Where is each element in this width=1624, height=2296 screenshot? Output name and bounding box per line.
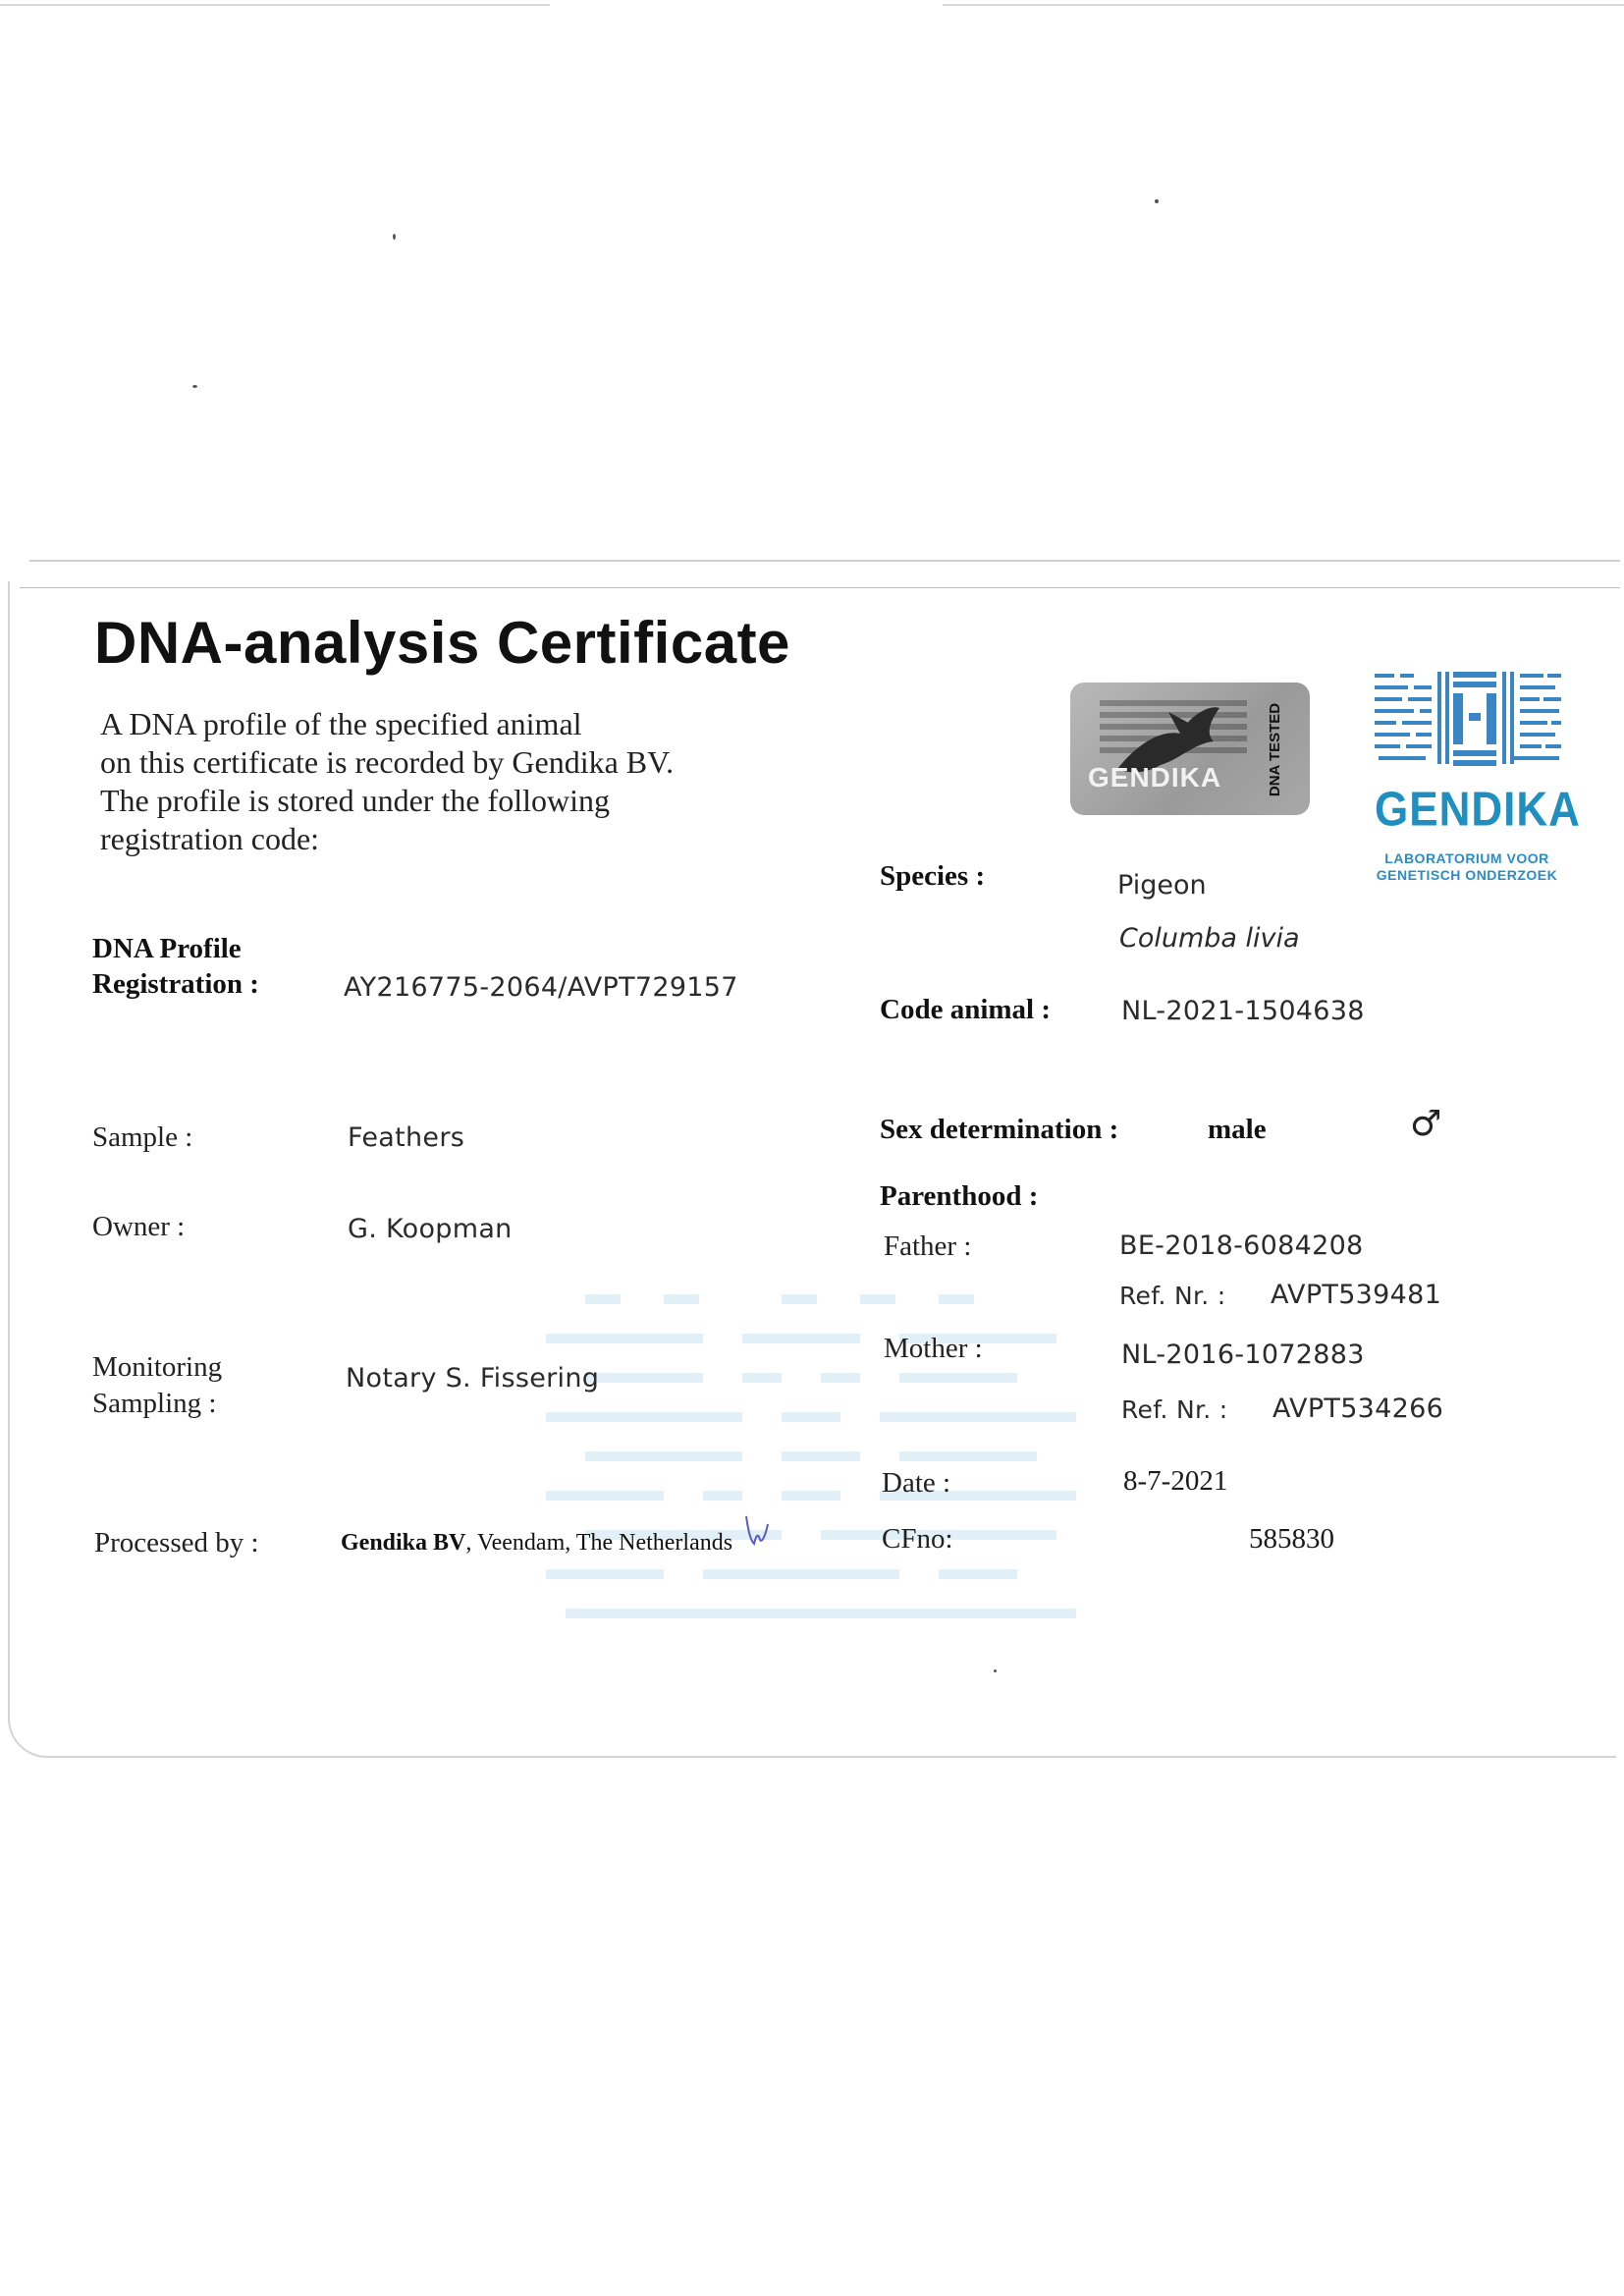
mother-ref-value: AVPT534266 [1272, 1394, 1444, 1424]
registration-label-line: Registration : [92, 968, 259, 1000]
processed-by-value [341, 1530, 732, 1557]
mother-ref-label: Ref. Nr. : [1121, 1395, 1228, 1424]
code-animal-value: NL-2021-1504638 [1121, 996, 1365, 1026]
cfno-label: CFno: [882, 1523, 953, 1555]
gendika-logo-icon [1375, 670, 1561, 778]
owner-label: Owner : [92, 1211, 186, 1242]
gendika-wordmark: GENDIKA [1375, 783, 1581, 837]
intro-line: registration code: [100, 821, 320, 856]
registration-label [92, 931, 259, 1002]
processed-by-location: , Veendam, The Netherlands [465, 1530, 733, 1556]
parenthood-label: Parenthood : [880, 1180, 1039, 1212]
sample-value: Feathers [348, 1122, 465, 1153]
species-latin: Columba livia [1119, 923, 1300, 954]
sex-label: Sex determination : [880, 1114, 1119, 1145]
certificate-title: DNA-analysis Certificate [94, 610, 790, 676]
monitoring-label-line: Sampling : [92, 1388, 217, 1419]
card-top-line [29, 560, 1620, 562]
scan-speck [994, 1669, 997, 1672]
processed-by-label: Processed by : [94, 1527, 259, 1558]
intro-text [100, 705, 807, 858]
registration-value: AY216775-2064/AVPT729157 [344, 972, 738, 1003]
monitoring-value: Notary S. Fissering [346, 1363, 600, 1394]
intro-line: A DNA profile of the specified animal [100, 706, 582, 741]
scan-top-line-right [943, 4, 1624, 6]
watermark-logo [546, 1294, 1096, 1628]
processed-by-company: Gendika BV [341, 1530, 466, 1556]
dna-tested-sticker [1070, 683, 1310, 815]
scan-speck [192, 385, 197, 388]
sticker-brand: GENDIKA [1088, 762, 1222, 793]
male-symbol-icon: ♂ [1410, 1104, 1442, 1144]
sample-label: Sample : [92, 1121, 193, 1153]
scan-speck [1155, 199, 1159, 203]
code-animal-label: Code animal : [880, 994, 1051, 1025]
intro-line: The profile is stored under the following [100, 783, 610, 818]
owner-value: G. Koopman [348, 1214, 513, 1244]
signature-mark [742, 1510, 772, 1550]
date-label: Date : [882, 1467, 951, 1499]
father-ref-label: Ref. Nr. : [1119, 1282, 1226, 1310]
father-ref-value: AVPT539481 [1271, 1280, 1442, 1310]
father-label: Father : [884, 1230, 972, 1262]
father-code: BE-2018-6084208 [1119, 1230, 1364, 1261]
cfno-value: 585830 [1249, 1523, 1334, 1555]
species-label: Species : [880, 860, 986, 892]
scan-speck [393, 234, 396, 240]
scan-top-line [0, 4, 550, 6]
intro-line: on this certificate is recorded by Gendika BV. [100, 744, 675, 780]
mother-label: Mother : [884, 1333, 983, 1364]
date-value: 8-7-2021 [1123, 1465, 1228, 1497]
sex-value: male [1208, 1114, 1267, 1145]
mother-code: NL-2016-1072883 [1121, 1339, 1365, 1370]
gendika-subtitle: LABORATORIUM VOOR GENETISCH ONDERZOEK [1376, 850, 1558, 883]
species-common: Pigeon [1117, 870, 1207, 901]
registration-label-line: DNA Profile [92, 933, 242, 964]
monitoring-label [92, 1349, 222, 1422]
sticker-dna-tested: DNA TESTED [1266, 702, 1283, 797]
monitoring-label-line: Monitoring [92, 1351, 223, 1383]
